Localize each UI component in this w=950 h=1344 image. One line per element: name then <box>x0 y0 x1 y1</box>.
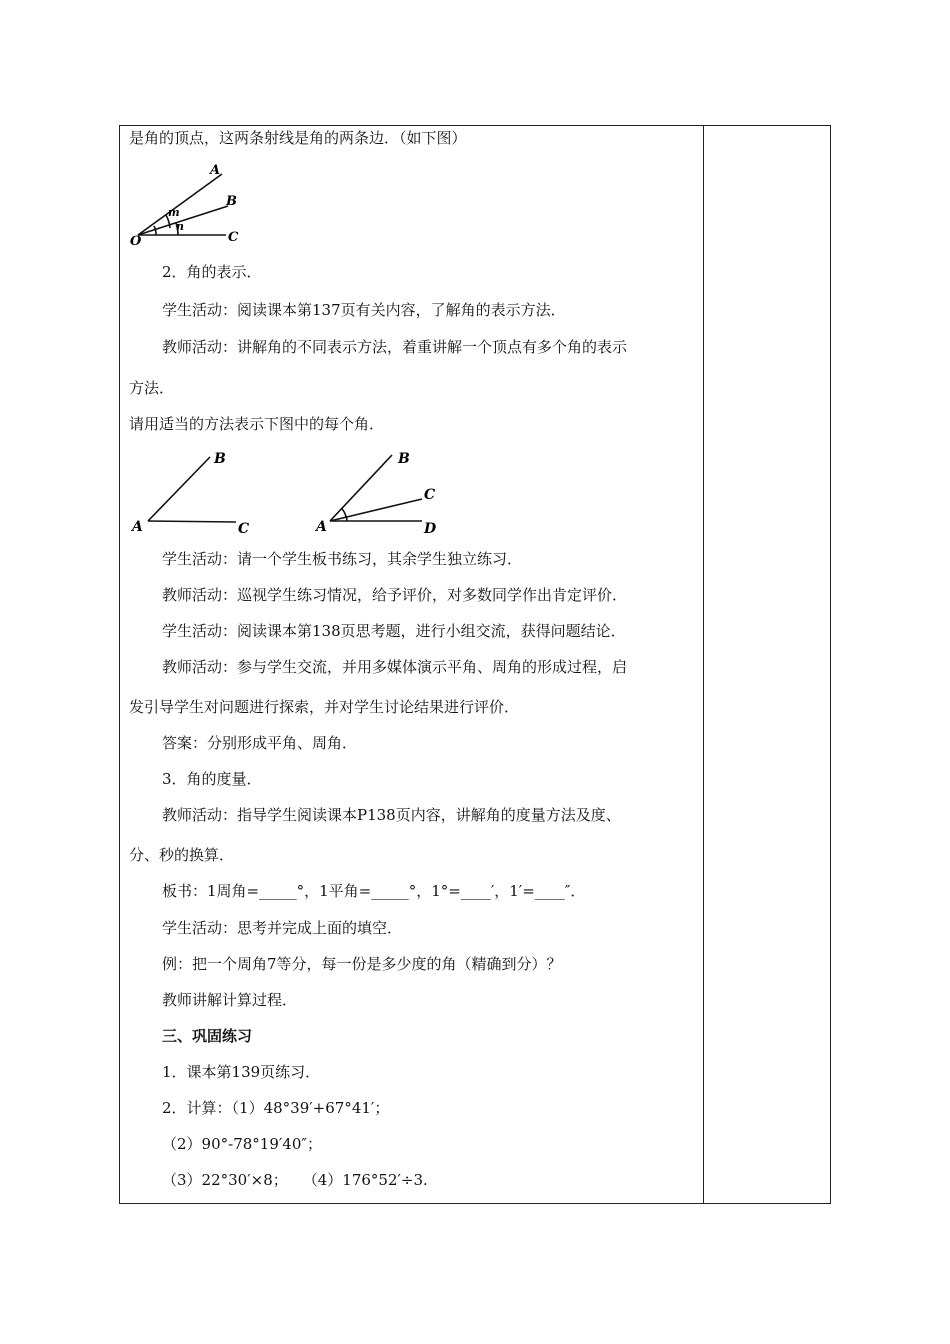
text-line: 发引导学生对问题进行探索，并对学生讨论结果进行评价． <box>129 698 520 716</box>
text-line: 是角的顶点，这两条射线是角的两条边．（如下图） <box>129 129 467 147</box>
label-a: A <box>316 519 327 535</box>
text-line: 3．角的度量． <box>162 770 262 788</box>
text-line: 请用适当的方法表示下图中的每个角． <box>129 415 385 433</box>
text-line: 教师活动：巡视学生练习情况，给予评价，对多数同学作出肯定评价． <box>162 586 628 604</box>
section-heading: 三、巩固练习 <box>162 1027 253 1045</box>
label-c: C <box>228 230 239 245</box>
angle-figure-bac-cad <box>312 445 452 540</box>
label-c: C <box>424 487 436 503</box>
text-line: 学生活动：阅读课本第138页思考题，进行小组交流，获得问题结论． <box>162 622 626 640</box>
text-line: 教师活动：讲解角的不同表示方法，着重讲解一个顶点有多个角的表示 <box>162 338 628 356</box>
text-line: 例：把一个周角7等分，每一份是多少度的角（精确到分）？ <box>162 955 562 973</box>
label-m: m <box>168 206 180 219</box>
text-line: 1．课本第139页练习． <box>162 1063 321 1081</box>
text-line: 方法． <box>129 379 175 397</box>
label-c: C <box>238 521 250 537</box>
label-a: A <box>132 519 143 535</box>
text-line: 教师讲解计算过程． <box>162 991 298 1009</box>
text-line: 答案：分别形成平角、周角． <box>162 734 358 752</box>
text-line: 教师活动：指导学生阅读课本P138页内容，讲解角的度量方法及度、 <box>162 806 621 824</box>
label-d: D <box>424 521 437 537</box>
text-line: （3）22°30′×8； （4）176°52′÷3. <box>162 1171 428 1189</box>
text-line: 学生活动：思考并完成上面的填空． <box>162 919 403 937</box>
angle-figure-ob-oa <box>126 160 256 250</box>
label-a: A <box>210 163 221 178</box>
text-line: 学生活动：阅读课本第137页有关内容，了解角的表示方法． <box>162 301 566 319</box>
label-b: B <box>214 451 226 467</box>
text-line: 2．角的表示． <box>162 263 262 281</box>
label-b: B <box>226 194 237 209</box>
label-o: O <box>130 234 142 249</box>
text-line: 板书：1周角=_____°，1平角=_____°，1°=____′，1′=____″． <box>162 882 586 900</box>
angle-figure-bac <box>126 445 266 540</box>
column-divider <box>703 125 704 1204</box>
text-line: 分、秒的换算． <box>129 846 235 864</box>
label-n: n <box>176 220 184 233</box>
text-line: （2）90°-78°19′40″； <box>162 1135 322 1153</box>
text-line: 教师活动：参与学生交流，并用多媒体演示平角、周角的形成过程，启 <box>162 658 628 676</box>
label-b: B <box>398 451 410 467</box>
text-line: 2．计算：（1）48°39′+67°41′； <box>162 1099 390 1117</box>
text-line: 学生活动：请一个学生板书练习，其余学生独立练习． <box>162 550 523 568</box>
